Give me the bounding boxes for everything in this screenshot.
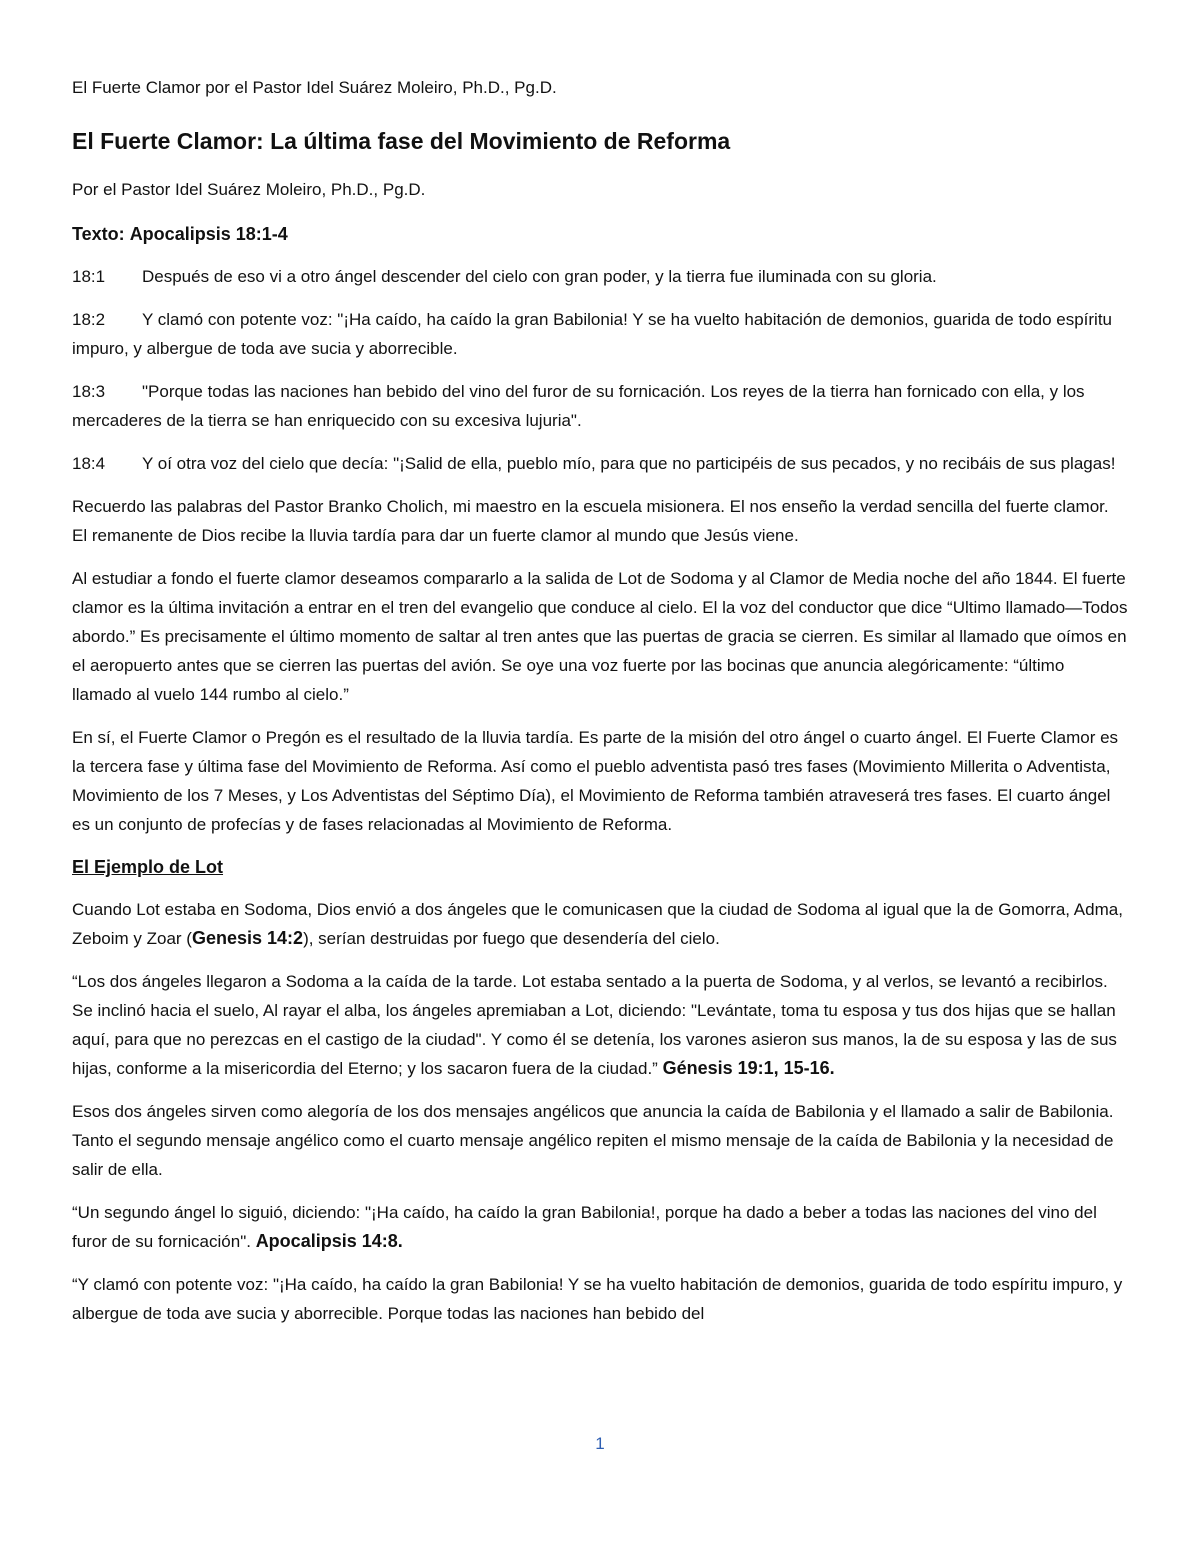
byline: Por el Pastor Idel Suárez Moleiro, Ph.D., Pg.D. bbox=[72, 180, 426, 199]
verse bbox=[72, 377, 1128, 435]
verse-text: Y clamó con potente voz: "¡Ha caído, ha caído la gran Babilonia! Y se ha vuelto habitación de demonios, guarida de todo espíritu impuro, y albergue de toda ave sucia y aborrecible. bbox=[72, 310, 1113, 358]
text-reference: Apocalipsis 18:1-4 bbox=[129, 224, 288, 244]
verse-number: 18:2 bbox=[72, 310, 106, 329]
body-paragraph: Esos dos ángeles sirven como alegoría de los dos mensajes angélicos que anuncia la caída de Babilonia y el llamado a salir de Babilonia. Tanto el segundo mensaje angélico como el cuarto mensaje angélico repiten el mismo mensaje de la caída de Babilonia y la necesidad de salir de ella. bbox=[72, 1102, 1114, 1179]
intro-text: Cuando Lot estaba en Sodoma, Dios envió a dos ángeles que le comunicasen que la ciudad de Sodoma al igual que la de Gomorra, Adma, Zeboim y Zoar ( bbox=[72, 900, 1123, 948]
verse-text: Y oí otra voz del cielo que decía: "¡Salid de ella, pueblo mío, para que no participéis de sus pecados, y no recibáis de sus plagas! bbox=[142, 454, 1116, 473]
running-header: El Fuerte Clamor por el Pastor Idel Suárez Moleiro, Ph.D., Pg.D. bbox=[72, 78, 557, 97]
verse-number: 18:4 bbox=[72, 454, 106, 473]
scripture-reference: Apocalipsis 14:8. bbox=[255, 1231, 403, 1251]
section-intro bbox=[72, 895, 1128, 953]
intro-text: ), serían destruidas por fuego que desendería del cielo. bbox=[303, 929, 720, 948]
body-paragraph: Recuerdo las palabras del Pastor Branko Cholich, mi maestro en la escuela misionera. El nos enseño la verdad sencilla del fuerte clamor. El remanente de Dios recibe la lluvia tardía para dar un fuerte clamor al mundo que Jesús viene. bbox=[72, 497, 1109, 545]
quote-text: “Y clamó con potente voz: "¡Ha caído, ha caído la gran Babilonia! Y se ha vuelto habitación de demonios, guarida de todo espíritu impuro, y albergue de toda ave sucia y aborrecible. Porque todas las naciones han bebido del bbox=[72, 1275, 1123, 1323]
quote-text: “Un segundo ángel lo siguió, diciendo: "¡Ha caído, ha caído la gran Babilonia!, porque ha dado a beber a todas las naciones del vino del furor de su fornicación". bbox=[72, 1203, 1097, 1251]
verse-number: 18:3 bbox=[72, 382, 106, 401]
body-paragraph: En sí, el Fuerte Clamor o Pregón es el resultado de la lluvia tardía. Es parte de la misión del otro ángel o cuarto ángel. El Fuerte Clamor es la tercera fase y última fase del Movimiento de Reforma. Así como el pueblo adventista pasó tres fases (Movimiento Millerita o Adventista, Movimiento de los 7 Meses, y Los Adventistas del Séptimo Día), el Movimiento de Reforma también atraveserá tres fases. El cuarto ángel es un conjunto de profecías y de fases relacionadas al Movimiento de Reforma. bbox=[72, 728, 1119, 834]
page-number: 1 bbox=[595, 1434, 605, 1453]
section-heading: El Ejemplo de Lot bbox=[72, 857, 224, 877]
block-quote bbox=[72, 1198, 1128, 1256]
verse-text: "Porque todas las naciones han bebido del vino del furor de su fornicación. Los reyes de la tierra han fornicado con ella, y los mercaderes de la tierra se han enriquecido con su excesiva lujuria". bbox=[72, 382, 1085, 430]
block-quote bbox=[72, 1270, 1128, 1328]
quote-text: “Los dos ángeles llegaron a Sodoma a la caída de la tarde. Lot estaba sentado a la puerta de Sodoma, y al verlos, se levantó a recibirlos. Se inclinó hacia el suelo, Al rayar el alba, los ángeles apremiaban a Lot, diciendo: "Levántate, toma tu esposa y tus dos hijas que se hallan aquí, para que no perezcas en el castigo de la ciudad". Y como él se detenía, los varones asieron sus manos, la de su esposa y las de sus hijas, conforme a la misericordia del Eterno; y los sacaron fuera de la ciudad.” bbox=[72, 972, 1117, 1078]
verse bbox=[72, 262, 1128, 291]
body-paragraph: Al estudiar a fondo el fuerte clamor deseamos compararlo a la salida de Lot de Sodoma y al Clamor de Media noche del año 1844. El fuerte clamor es la última invitación a entrar en el tren del evangelio que conduce al cielo. El la voz del conductor que dice “Ultimo llamado—Todos abordo.” Es precisamente el último momento de saltar al tren antes que las puertas de gracia se cierren. Es similar al llamado que oímos en el aeropuerto antes que se cierren las puertas del avión. Se oye una voz fuerte por las bocinas que anuncia alegóricamente: “último llamado al vuelo 144 rumbo al cielo.” bbox=[72, 569, 1128, 704]
verse-number: 18:1 bbox=[72, 267, 106, 286]
verse bbox=[72, 305, 1128, 363]
verse-text: Después de eso vi a otro ángel descender del cielo con gran poder, y la tierra fue iluminada con su gloria. bbox=[142, 267, 937, 286]
scripture-text-reference bbox=[72, 220, 1128, 248]
block-quote bbox=[72, 967, 1128, 1083]
scripture-reference: Genesis 14:2 bbox=[191, 928, 304, 948]
scripture-reference: Génesis 19:1, 15-16. bbox=[662, 1058, 835, 1078]
verse bbox=[72, 449, 1128, 478]
document-title: El Fuerte Clamor: La última fase del Movimiento de Reforma bbox=[72, 128, 731, 154]
text-label: Texto: bbox=[72, 224, 125, 244]
